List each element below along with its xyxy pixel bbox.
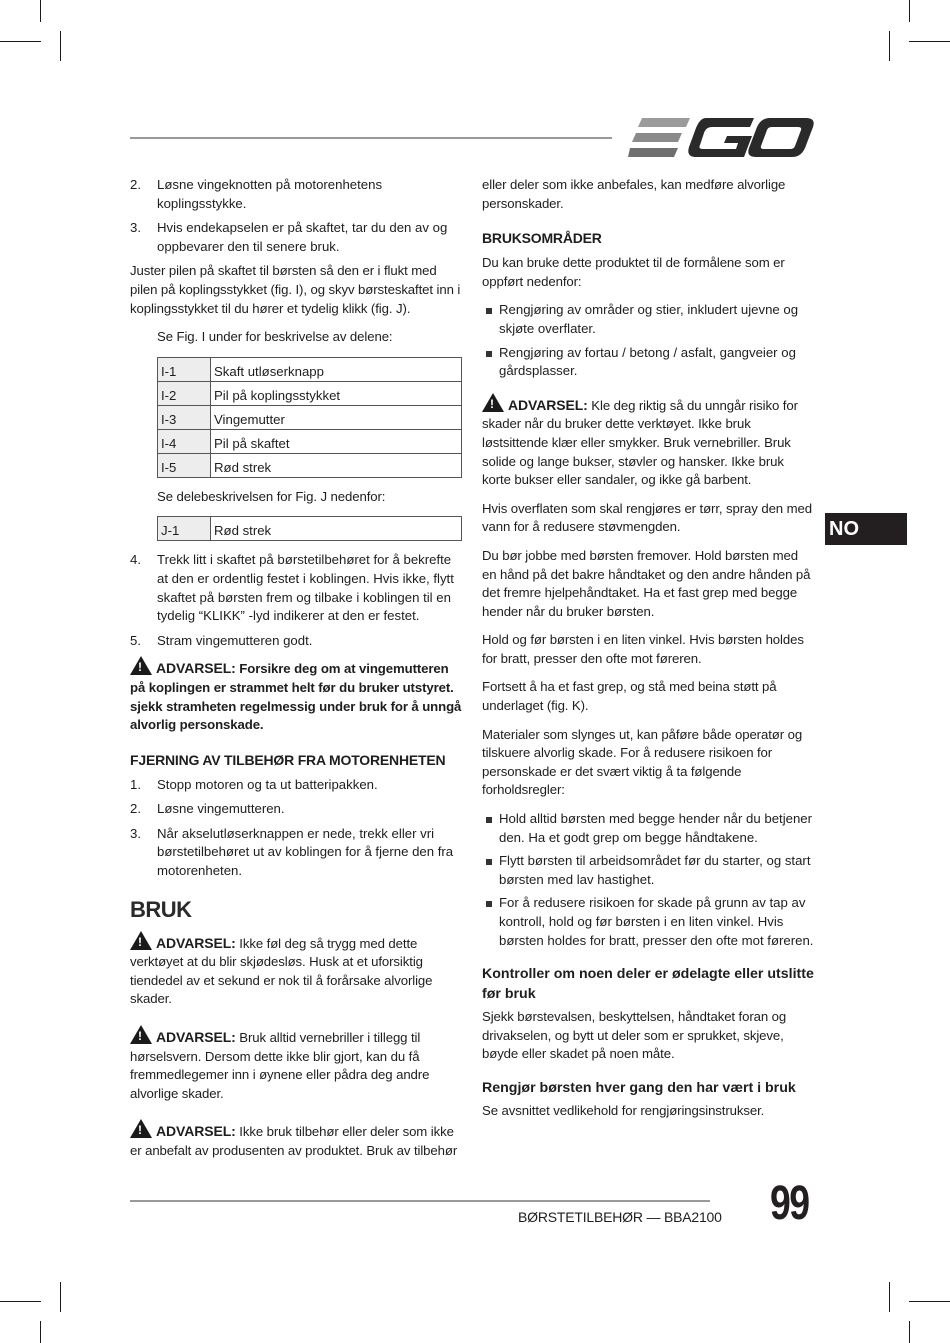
warning-text: Bruk alltid vernebriller i tillegg til hørselsvern. Dersom dette ikke blir gjort, kan du få fremmedlegemer inn i øynene eller pådra deg andre alvorlige skader. <box>130 1030 430 1101</box>
crop-mark <box>0 41 41 42</box>
paragraph: Fortsett å ha et fast grep, og stå med beina støtt på underlaget (fig. K). <box>482 679 777 714</box>
crop-mark <box>0 1301 41 1302</box>
header-rule <box>130 137 612 139</box>
paragraph: Hvis overflaten som skal rengjøres er tørr, spray den med vann for å redusere støvmengden. <box>482 500 812 535</box>
table-row <box>158 453 462 477</box>
table-row <box>158 381 462 405</box>
bullet-item <box>482 810 814 847</box>
part-code: I-4 <box>158 429 211 453</box>
part-desc: Vingemutter <box>211 405 462 429</box>
warning-label: ADVARSEL: <box>156 1123 236 1140</box>
list-text: Trekk litt i skaftet på børstetilbehøret for å bekrefte at den er ordentlig festet i koblingen. Hvis ikke, flytt skaftet på børsten frem og tilbake i koblingen til en tydelig “KLIKK” -lyd indikerer at den er festet. <box>157 552 454 624</box>
bullet-text: Rengjøring av områder og stier, inkludert ujevne og skjøte overflater. <box>499 302 799 336</box>
warning-block <box>130 1119 462 1160</box>
paragraph: Du bør jobbe med børsten fremover. Hold børsten med en hånd på det bakre håndtaket og den andre hånden på det fremre hjelpehåndtaket. Ha et fast grep med begge hender når du bruker børsten. <box>482 547 811 619</box>
list-number: 2. <box>130 177 141 192</box>
warning-text: Kle deg riktig så du unngår risiko for skader når du bruker dette verktøyet. Ikke bruk løstsittende klær eller smykker. Bruk vernebriller. Bruk solide og lange bukser, støvler og hansker. Ikke bruk korte bukser eller sandaler, og ikke gå barbent. <box>482 397 798 488</box>
bullet-text: For å redusere risikoen for skade på grunn av tap av kontroll, hold og før børsten i en liten vinkel. Hvis børsten holdes for bratt, presser den ofte mot føreren. <box>499 895 814 948</box>
ego-logo <box>628 116 814 160</box>
bullet-item <box>482 852 814 889</box>
warning-label: ADVARSEL: <box>156 1029 236 1046</box>
warning-icon <box>130 656 152 675</box>
part-desc: Skaft utløserknapp <box>211 357 462 381</box>
crop-mark <box>40 1321 41 1343</box>
table-row <box>158 517 462 541</box>
crop-mark <box>909 0 910 22</box>
fig-i-intro: Se Fig. I under for beskrivelse av delene: <box>157 329 393 345</box>
warning-block <box>482 393 814 490</box>
section-heading: BRUKSOMRÅDER <box>482 230 602 247</box>
bullet-text: Hold alltid børsten med begge hender når du betjener den. Ha et godt grep om begge håndtakene. <box>499 811 813 845</box>
warning-label: ADVARSEL: <box>508 396 588 413</box>
warning-icon <box>482 393 504 412</box>
crop-mark <box>40 0 41 22</box>
paragraph: Sjekk børstevalsen, beskyttelsen, håndtaket foran og drivakselen, og bytt ut deler som er sprukket, skjeve, bøyde eller skadet på noen måte. <box>482 1009 787 1062</box>
list-number: 2. <box>130 801 141 817</box>
footer-rule <box>130 1200 710 1202</box>
fig-j-parts-table <box>157 516 462 541</box>
adjust-paragraph: Juster pilen på skaftet til børsten så den er i flukt med pilen på koplingsstykket (fig. I), og skyv børsteskaftet inn i koplingsstykket til du hører et tydelig klikk (fig. J). <box>130 263 461 316</box>
warning-text: Ikke føl deg så trygg med dette verktøyet at du blir skjødesløs. Husk at et uforsiktig tiendedel av et sekund er nok til å forårsake alvorlige skader. <box>130 935 433 1007</box>
warning-label: ADVARSEL: <box>156 934 236 951</box>
bullet-square-icon <box>482 301 499 338</box>
warning-label: ADVARSEL: <box>156 660 236 677</box>
section-heading-bruk: BRUK <box>130 896 192 922</box>
bullet-item <box>482 894 814 950</box>
warning-block <box>130 656 462 734</box>
list-text: Når akselutløserknappen er nede, trekk eller vri børstetilbehøret ut av koblingen for å fjerne den fra motorenheten. <box>157 825 454 879</box>
part-desc: Pil på koplingsstykket <box>211 381 462 405</box>
footer-product: BØRSTETILBEHØR — BBA2100 <box>518 1209 722 1225</box>
list-text: Stram vingemutteren godt. <box>157 632 313 648</box>
crop-mark <box>60 31 61 61</box>
paragraph: Hold og før børsten i en liten vinkel. Hvis børsten holdes for bratt, presser den ofte mot føreren. <box>482 632 804 666</box>
warning-icon <box>130 1119 152 1138</box>
warning-icon <box>130 1025 152 1044</box>
warning-icon <box>130 931 152 950</box>
bullet-item <box>482 301 814 338</box>
warning-block <box>130 1025 462 1103</box>
list-number: 1. <box>130 776 141 792</box>
table-row <box>158 405 462 429</box>
list-item <box>130 800 462 819</box>
bullet-square-icon <box>482 810 499 847</box>
usage-intro: Du kan bruke dette produktet til de formålene som er oppført nedenfor: <box>482 255 785 289</box>
table-row <box>158 357 462 381</box>
language-tab: NO <box>825 513 907 545</box>
paragraph: Se avsnittet vedlikehold for rengjøringsinstrukser. <box>482 1102 765 1118</box>
part-desc: Pil på skaftet <box>211 429 462 453</box>
list-text: Hvis endekapselen er på skaftet, tar du den av og oppbevarer den til senere bruk. <box>157 220 448 254</box>
part-desc: Rød strek <box>211 517 462 541</box>
list-number: 3. <box>130 220 141 236</box>
section-heading: FJERNING AV TILBEHØR FRA MOTORENHETEN <box>130 751 446 768</box>
part-code: I-2 <box>158 381 211 405</box>
warning-text: Forsikre deg om at vingemutteren på koplingen er strammet helt før du bruker utstyret. sjekk stramheten regelmessig under bruk for å unngå alvorlig personskade. <box>130 661 462 733</box>
page-number: 99 <box>770 1177 809 1230</box>
list-item <box>130 632 462 651</box>
list-text: Løsne vingemutteren. <box>157 801 285 817</box>
bullet-item <box>482 344 814 381</box>
bullet-square-icon <box>482 894 499 950</box>
left-column <box>130 176 462 1171</box>
continued-paragraph: eller deler som ikke anbefales, kan medføre alvorlige personskader. <box>482 177 786 211</box>
crop-mark <box>909 1321 910 1343</box>
list-text: Løsne vingeknotten på motorenhetens koplingsstykke. <box>157 177 383 211</box>
sub-heading: Rengjør børsten hver gang den har vært i bruk <box>482 1079 796 1096</box>
bullet-square-icon <box>482 344 499 381</box>
part-code: I-3 <box>158 405 211 429</box>
bullet-text: Flytt børsten til arbeidsområdet før du starter, og start børsten med lav hastighet. <box>499 853 811 887</box>
fig-i-parts-table <box>157 357 462 478</box>
list-item <box>130 176 462 213</box>
bullet-square-icon <box>482 852 499 889</box>
right-column <box>482 176 814 1131</box>
warning-text: Ikke bruk tilbehør eller deler som ikke er anbefalt av produsenten av produktet. Bruk av tilbehør <box>130 1124 458 1158</box>
part-desc: Rød strek <box>211 453 462 477</box>
crop-mark <box>60 1282 61 1312</box>
list-number: 5. <box>130 632 141 648</box>
table-row <box>158 429 462 453</box>
list-item <box>130 825 462 881</box>
fig-j-intro: Se delebeskrivelsen for Fig. J nedenfor: <box>157 488 386 504</box>
bullet-text: Rengjøring av fortau / betong / asfalt, gangveier og gårdsplasser. <box>499 344 796 379</box>
part-code: I-1 <box>158 357 211 381</box>
list-item <box>130 776 462 795</box>
part-code: I-5 <box>158 453 211 477</box>
crop-mark <box>889 1282 890 1312</box>
sub-heading: Kontroller om noen deler er ødelagte eller utslitte før bruk <box>482 966 814 1003</box>
crop-mark <box>909 41 950 42</box>
warning-block <box>130 931 462 1009</box>
list-number: 4. <box>130 552 141 568</box>
paragraph: Materialer som slynges ut, kan påføre både operatør og tilskuere alvorlig skade. For å redusere risikoen for personskade er det svært viktig å ta følgende forholdsregler: <box>482 726 803 798</box>
crop-mark <box>909 1301 950 1302</box>
crop-mark <box>889 31 890 61</box>
list-number: 3. <box>130 825 141 841</box>
list-text: Stopp motoren og ta ut batteripakken. <box>157 776 378 792</box>
list-item <box>130 219 462 256</box>
part-code: J-1 <box>158 517 211 541</box>
list-item <box>130 551 462 625</box>
